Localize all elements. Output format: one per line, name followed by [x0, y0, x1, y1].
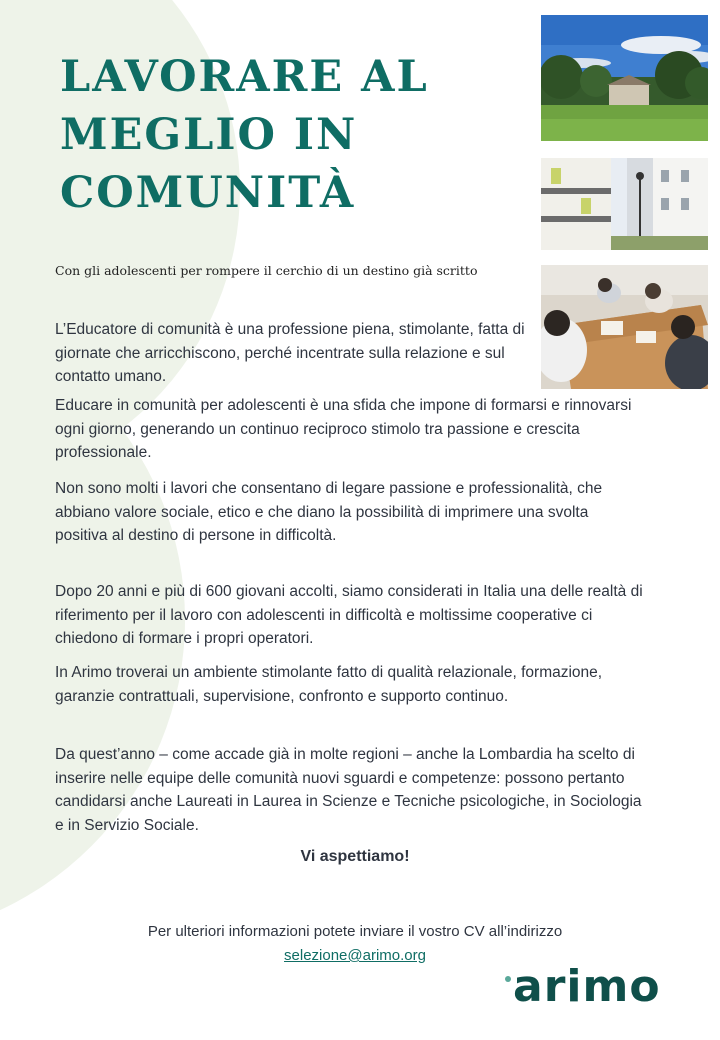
logo-dot-icon: [505, 976, 511, 982]
paragraph: L’Educatore di comunità è una professione piena, stimolante, fatta di giornate che arricchiscono, perché incentrate sulla relazione e sul contatto umano.: [55, 321, 525, 385]
title-line: MEGLIO IN: [60, 110, 358, 160]
photo-villa-park: [541, 15, 708, 141]
arimo-logo: [505, 962, 661, 1012]
closing-line: Vi aspettiamo!: [300, 848, 410, 865]
paragraph: Da quest’anno – come accade già in molte regioni – anche la Lombardia ha scelto di inserire nelle equipe delle comunità nuovi sguardi e competenze: possono pertanto candidarsi anche Laureati in Laurea in Scienze e Tecniche psicologiche, in Sociologia e in Servizio Sociale.: [55, 746, 642, 834]
paragraph: Dopo 20 anni e più di 600 giovani accolti, siamo considerati in Italia una delle realtà di riferimento per il lavoro con adolescenti in difficoltà e moltissime cooperative ci chiedono di formare i propri operatori.: [55, 583, 643, 647]
photo-people-at-table: [541, 265, 708, 389]
subtitle: Con gli adolescenti per rompere il cerchio di un destino già scritto: [55, 263, 478, 278]
logo-text: arimo: [513, 961, 661, 1012]
title-line: COMUNITÀ: [60, 168, 356, 218]
page-title: [60, 48, 429, 222]
paragraph: In Arimo troverai un ambiente stimolante fatto di qualità relazionale, formazione, garanzie contrattuali, supervisione, confronto e supporto continuo.: [55, 664, 603, 705]
email-link[interactable]: selezione@arimo.org: [284, 947, 426, 964]
paragraph: Educare in comunità per adolescenti è una sfida che impone di formarsi e rinnovarsi ogni giorno, generando un continuo reciproco stimolo tra passione e crescita professionale.: [55, 397, 632, 461]
contact-text: Per ulteriori informazioni potete inviare il vostro CV all’indirizzo: [147, 923, 563, 940]
paragraph: Non sono molti i lavori che consentano di legare passione e professionalità, che abbiano valore sociale, etico e che diano la possibilità di imprimere una svolta positiva al destino di persone in difficoltà.: [55, 480, 603, 544]
photo-apartment-buildings: [541, 158, 708, 250]
title-line: LAVORARE AL: [60, 52, 429, 102]
